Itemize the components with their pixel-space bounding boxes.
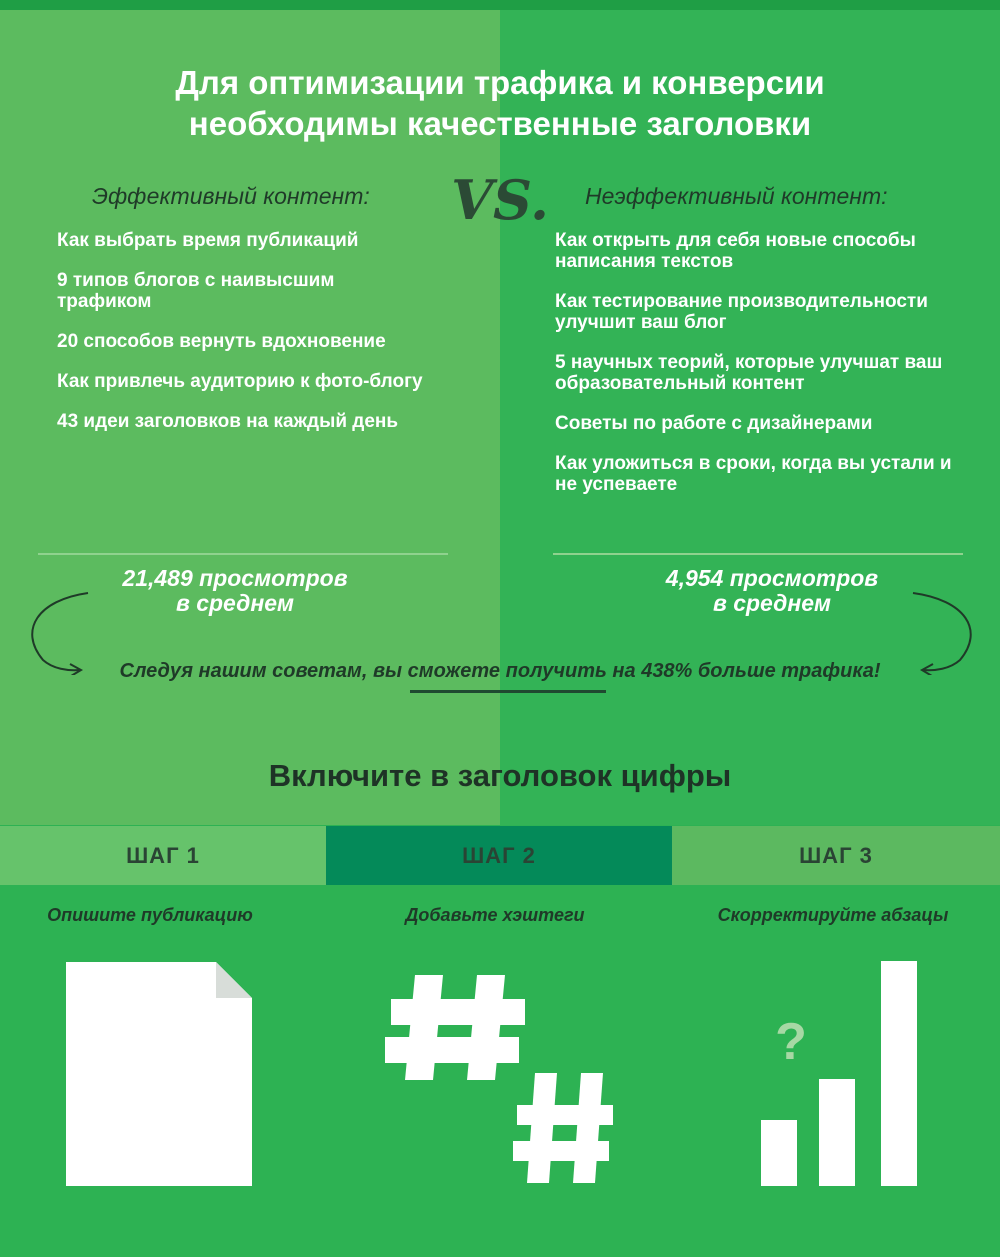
steps-bar (0, 826, 1000, 885)
ineffective-views (622, 566, 922, 616)
list-item: Советы по работе с дизайнерами (555, 413, 873, 434)
list-item: 5 научных теорий, которые улучшат ваш образовательный контент (555, 352, 943, 394)
divider (38, 553, 448, 555)
ineffective-list (555, 230, 985, 514)
step-2-caption: Добавьте хэштеги (405, 905, 585, 925)
list-item: Как привлечь аудиторию к фото-блогу (57, 371, 423, 392)
effective-views (85, 566, 385, 616)
views-count: 4,954 просмотров (665, 565, 879, 591)
list-item: 43 идеи заголовков на каждый день (57, 411, 399, 432)
step-3-tab: ШАГ 3 (672, 826, 1000, 885)
step-2-tab: ШАГ 2 (326, 826, 672, 885)
question-mark-icon: ? (775, 1013, 807, 1071)
views-caption: в среднем (175, 590, 295, 616)
ineffective-heading: Неэффективный контент: (585, 183, 888, 209)
step-1-caption: Опишите публикацию (47, 905, 253, 925)
list-item: Как тестирование производительности улучшит ваш блог (555, 291, 928, 333)
section-title: Включите в заголовок цифры (268, 758, 732, 793)
traffic-tip: Следуя нашим советам, вы сможете получить на 438% больше трафика! (119, 660, 881, 682)
views-caption: в среднем (712, 590, 832, 616)
list-item: 20 способов вернуть вдохновение (57, 331, 386, 352)
list-item: 9 типов блогов с наивысшим трафиком (57, 270, 335, 312)
document-icon (60, 958, 256, 1190)
effective-list (57, 230, 467, 451)
title-line-2: необходимы качественные заголовки (188, 105, 812, 142)
top-bar (0, 0, 1000, 10)
views-count: 21,489 просмотров (122, 565, 348, 591)
step-1-tab: ШАГ 1 (0, 826, 326, 885)
effective-heading: Эффективный контент: (92, 183, 370, 209)
list-item: Как открыть для себя новые способы написания текстов (555, 230, 916, 272)
tip-underline (410, 690, 606, 693)
page-title (0, 62, 1000, 144)
title-line-1: Для оптимизации трафика и конверсии (175, 64, 825, 101)
list-item: Как выбрать время публикаций (57, 230, 359, 251)
vs-label: VS. (451, 168, 549, 232)
list-item: Как уложиться в сроки, когда вы устали и не успеваете (555, 453, 952, 495)
hashtag-icon (385, 955, 625, 1195)
step-3-caption: Скорректируйте абзацы (717, 905, 949, 925)
divider (553, 553, 963, 555)
bar-chart-icon (755, 955, 925, 1190)
